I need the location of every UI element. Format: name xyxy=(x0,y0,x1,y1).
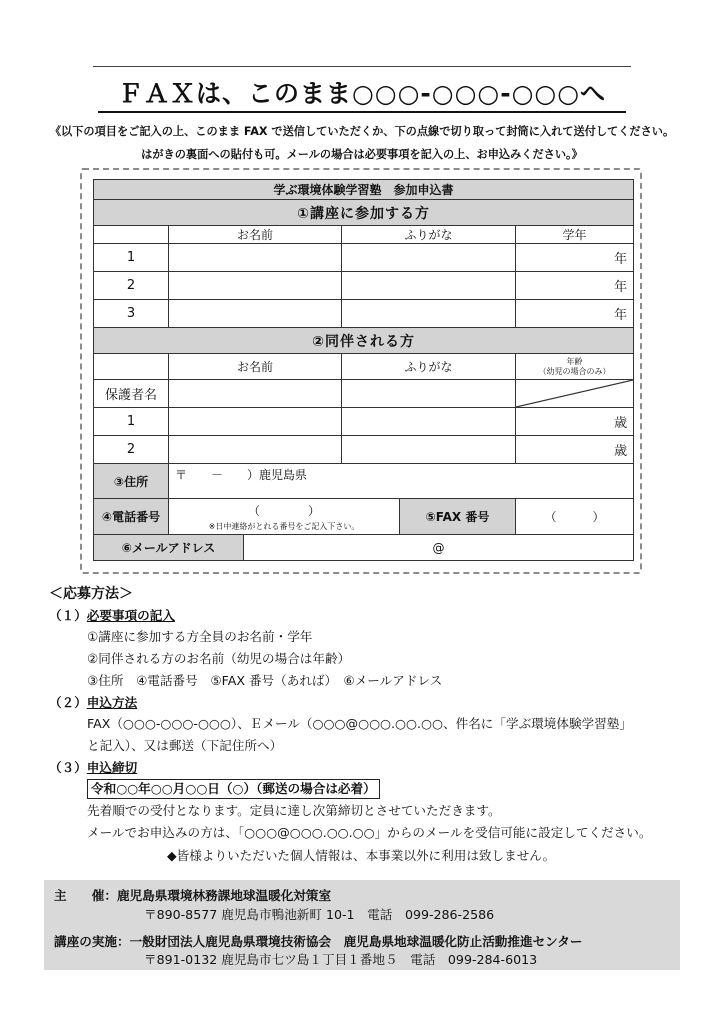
step1-number: （１） xyxy=(49,608,87,623)
participant-grade-field[interactable]: 年 xyxy=(516,272,634,300)
participant-name-field[interactable] xyxy=(169,300,342,328)
col-name-header: お名前 xyxy=(169,226,342,244)
companion-furigana-field[interactable] xyxy=(342,436,516,464)
guardian-row xyxy=(94,380,634,408)
participant-row xyxy=(94,300,634,328)
col-grade-header: 学年 xyxy=(516,226,634,244)
intro-text-line1: 《以下の項目をご記入の上、このまま FAX で送信していただくか、下の点線で切り取って封筒に入れて送付してください。 xyxy=(49,125,675,138)
address-label: ③住所 xyxy=(94,464,169,499)
fax-title-underline xyxy=(98,111,626,113)
course-label: 講座の実施： xyxy=(54,934,130,949)
step1-title: 必要事項の記入 xyxy=(86,608,175,623)
participant-row xyxy=(94,272,634,300)
step1-heading xyxy=(49,605,689,626)
method-heading: ＜応募方法＞ xyxy=(49,586,133,602)
fax-field[interactable]: （ ） xyxy=(516,499,634,535)
participant-row xyxy=(94,244,634,272)
mail-label: ⑥メールアドレス xyxy=(94,535,244,561)
step2-item: FAX（○○○-○○○-○○○）、Ｅメール（○○○@○○○.○○.○○、件名に「学ぶ環境体験学習塾」 xyxy=(87,716,632,731)
col-age-note: （幼児の場合のみ） xyxy=(538,366,611,376)
step1-item: ③住所 ④電話番号 ⑤FAX 番号（あれば） ⑥メールアドレス xyxy=(87,673,443,688)
guardian-name-field[interactable] xyxy=(169,380,342,408)
participant-furigana-field[interactable] xyxy=(342,244,516,272)
tel-label: ④電話番号 xyxy=(94,499,169,535)
fax-label: ⑤FAX 番号 xyxy=(400,499,516,535)
guardian-age-crossed-out xyxy=(516,380,634,408)
mail-field[interactable]: @ xyxy=(244,535,634,561)
col-age-label: 年齢 xyxy=(566,356,583,366)
guardian-furigana-field[interactable] xyxy=(342,380,516,408)
guardian-label: 保護者名 xyxy=(94,380,169,408)
companion-age-field[interactable]: 歳 xyxy=(516,436,634,464)
participant-name-field[interactable] xyxy=(169,244,342,272)
step2-title: 申込方法 xyxy=(86,695,138,710)
tel-parens: （ ） xyxy=(247,503,320,518)
top-rule xyxy=(93,66,631,67)
intro-text-line2: はがきの裏面への貼付も可。メールの場合は必要事項を記入の上、お申込みください。》 xyxy=(141,148,583,161)
deadline-line xyxy=(49,778,689,800)
col-name-header: お名前 xyxy=(169,354,342,380)
host-label: 主 催： xyxy=(54,888,117,903)
course-address: 〒891-0132 鹿児島市七ツ島１丁目１番地５ 電話 099-284-6013 xyxy=(144,952,538,967)
participant-grade-field[interactable]: 年 xyxy=(516,300,634,328)
step1-item: ②同伴される方のお名前（幼児の場合は年齢） xyxy=(87,651,351,666)
companion-name-field[interactable] xyxy=(169,408,342,436)
application-method xyxy=(49,583,689,868)
host-address: 〒890-8577 鹿児島市鴨池新町 10-1 電話 099-286-2586 xyxy=(144,907,495,922)
step2-number: （２） xyxy=(49,695,87,710)
step3-number: （３） xyxy=(49,760,87,775)
fax-title: ＦＡＸは、このまま○○○-○○○-○○○へ xyxy=(117,79,607,108)
companion-furigana-field[interactable] xyxy=(342,408,516,436)
host-org: 鹿児島県環境林務課地球温暖化対策室 xyxy=(116,888,332,903)
step2-heading xyxy=(49,692,689,713)
step3-item: 先着順での受付となります。定員に達し次第締切とさせていただきます。 xyxy=(87,803,501,818)
companion-row xyxy=(94,408,634,436)
participant-name-field[interactable] xyxy=(169,272,342,300)
section2-title: ②同伴される方 xyxy=(94,328,634,354)
course-line xyxy=(54,931,582,950)
row-number: 2 xyxy=(94,272,169,300)
step1-item: ①講座に参加する方全員のお名前・学年 xyxy=(87,629,313,644)
step3-heading xyxy=(49,757,689,778)
participant-grade-field[interactable]: 年 xyxy=(516,244,634,272)
tel-field[interactable] xyxy=(169,499,400,535)
row-number: 2 xyxy=(94,436,169,464)
application-form xyxy=(93,179,634,561)
companion-row xyxy=(94,436,634,464)
corner-cell xyxy=(94,354,169,380)
col-furigana-header: ふりがな xyxy=(342,354,516,380)
privacy-notice: ◆皆様よりいただいた個人情報は、本事業以外に利用は致しません。 xyxy=(167,848,556,863)
col-furigana-header: ふりがな xyxy=(342,226,516,244)
step3-item: メールでお申込みの方は、「○○○@○○○.○○.○○」からのメールを受信可能に設定してください。 xyxy=(87,825,652,840)
row-number: 1 xyxy=(94,244,169,272)
companion-age-field[interactable]: 歳 xyxy=(516,408,634,436)
step2-item: と記入）、又は郵送（下記住所へ） xyxy=(87,738,283,753)
section1-title: ①講座に参加する方 xyxy=(94,200,634,226)
row-number: 1 xyxy=(94,408,169,436)
course-org: 一般財団法人鹿児島県環境技術協会 鹿児島県地球温暖化防止活動推進センター xyxy=(129,934,583,949)
deadline-box: 令和○○年○○月○○日（○）（郵送の場合は必着） xyxy=(87,779,380,799)
step3-title: 申込締切 xyxy=(86,760,138,775)
address-field[interactable]: 〒 － ）鹿児島県 xyxy=(169,464,634,499)
companion-name-field[interactable] xyxy=(169,436,342,464)
tel-note: ※日中連絡がとれる番号をご記入下さい。 xyxy=(208,521,360,531)
organizer-footer xyxy=(44,880,680,970)
corner-cell xyxy=(94,226,169,244)
participant-furigana-field[interactable] xyxy=(342,272,516,300)
participant-furigana-field[interactable] xyxy=(342,300,516,328)
row-number: 3 xyxy=(94,300,169,328)
form-title: 学ぶ環境体験学習塾 参加申込書 xyxy=(94,180,634,200)
col-age-header xyxy=(516,354,634,380)
host-line xyxy=(54,885,331,904)
